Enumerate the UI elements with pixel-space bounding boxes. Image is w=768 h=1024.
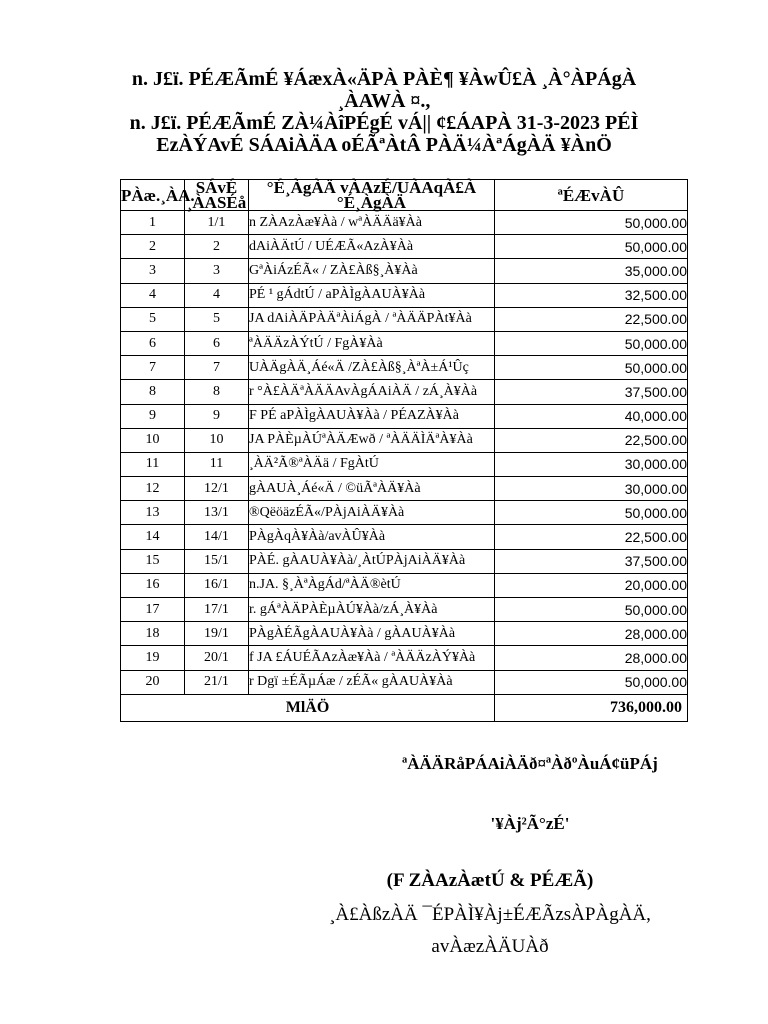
table-row xyxy=(121,670,688,694)
table-row xyxy=(121,307,688,331)
table-footer xyxy=(121,694,688,721)
column-header-serial: PÀæ.¸ÀA. xyxy=(121,180,185,211)
table-row xyxy=(121,356,688,380)
member-name-cell: UÀÄgÀÄ¸Áé«Ä /ZÀ£Àß§¸ÀªÀ±Á¹Ûç xyxy=(249,356,495,380)
member-name-cell: PÀgÀÉÃgÀAUÀ¥Àà / gÀAUÀ¥Àà xyxy=(249,622,495,646)
table-row xyxy=(121,549,688,573)
total-amount: 736,000.00 xyxy=(495,694,688,721)
serial-number-cell: 20 xyxy=(121,670,185,694)
verified-stamp-text: '¥Àj²Ã°zÉ' xyxy=(490,814,570,833)
table-row xyxy=(121,646,688,670)
member-name-cell: gÀAUÀ¸Áé«Ä / ©üÃªÀÄ¥Àà xyxy=(249,477,495,501)
member-name-cell: PÀgÀqÀ¥Àà/avÀÛ¥Àà xyxy=(249,525,495,549)
amount-cell: 50,000.00 xyxy=(495,211,688,235)
serial-number-cell: 2 xyxy=(121,235,185,259)
column-header-name: °É¸ÀgÀÄ vÀAzÉ/UÀAqÀ£À °É¸ÀgÀÄ xyxy=(249,180,495,211)
table-row xyxy=(121,380,688,404)
serial-number-cell: 11 xyxy=(121,452,185,476)
member-name-cell: PÀÉ. gÀAUÀ¥Àà/¸ÀtÚPÀjAiÀÄ¥Àà xyxy=(249,549,495,573)
table-row xyxy=(121,404,688,428)
amount-cell: 28,000.00 xyxy=(495,646,688,670)
account-number-cell: 7 xyxy=(185,356,249,380)
auditor-name: (F ZÀAzÀætÚ & PÉÆÃ) xyxy=(386,870,594,891)
serial-number-cell: 4 xyxy=(121,283,185,307)
account-number-cell: 11 xyxy=(185,452,249,476)
table-row xyxy=(121,259,688,283)
serial-number-cell: 3 xyxy=(121,259,185,283)
account-number-cell: 3 xyxy=(185,259,249,283)
serial-number-cell: 7 xyxy=(121,356,185,380)
account-number-cell: 12/1 xyxy=(185,477,249,501)
serial-number-cell: 14 xyxy=(121,525,185,549)
member-name-cell: r °À£ÀÄªÀÄÄAvÀgÁAiÀÄ / zÁ¸À¥Àà xyxy=(249,380,495,404)
amount-cell: 37,500.00 xyxy=(495,549,688,573)
member-loan-table xyxy=(120,179,688,722)
amount-cell: 35,000.00 xyxy=(495,259,688,283)
account-number-cell: 4 xyxy=(185,283,249,307)
member-name-cell: r Dgï ±ÉÃµÁæ / zÉÃ« gÀAUÀ¥Àà xyxy=(249,670,495,694)
table-row xyxy=(121,283,688,307)
serial-number-cell: 12 xyxy=(121,477,185,501)
member-name-cell: n ZÀAzÀæ¥Àà / wªÀÄÄä¥Àà xyxy=(249,211,495,235)
serial-number-cell: 10 xyxy=(121,428,185,452)
member-name-cell: ªÀÄÄzÀÝtÚ / FgÀ¥Àà xyxy=(249,331,495,355)
amount-cell: 28,000.00 xyxy=(495,622,688,646)
serial-number-cell: 18 xyxy=(121,622,185,646)
table-row xyxy=(121,573,688,597)
member-name-cell: dAiÀÄtÚ / UÉÆÃ«AzÀ¥Àà xyxy=(249,235,495,259)
serial-number-cell: 16 xyxy=(121,573,185,597)
serial-number-cell: 5 xyxy=(121,307,185,331)
table-row xyxy=(121,622,688,646)
table-row xyxy=(121,452,688,476)
amount-cell: 37,500.00 xyxy=(495,380,688,404)
account-number-cell: 17/1 xyxy=(185,598,249,622)
table-row xyxy=(121,525,688,549)
signature-title: ªÀÄÄRåPÁAiÀÄð¤ªÀðºÀuÁ¢üPÁj xyxy=(402,754,658,773)
serial-number-cell: 13 xyxy=(121,501,185,525)
amount-cell: 50,000.00 xyxy=(495,670,688,694)
table-row xyxy=(121,477,688,501)
member-name-cell: r. gÁªÀÄPÀÈµÀÚ¥Àà/zÁ¸À¥Àà xyxy=(249,598,495,622)
amount-cell: 50,000.00 xyxy=(495,356,688,380)
table-row xyxy=(121,501,688,525)
member-name-cell: PÉ ¹ gÁdtÚ / aPÀÌgÀAUÀ¥Àà xyxy=(249,283,495,307)
table-header xyxy=(121,180,688,211)
account-number-cell: 20/1 xyxy=(185,646,249,670)
table-row xyxy=(121,598,688,622)
amount-cell: 50,000.00 xyxy=(495,501,688,525)
table-row xyxy=(121,235,688,259)
account-number-cell: 9 xyxy=(185,404,249,428)
amount-cell: 50,000.00 xyxy=(495,331,688,355)
account-number-cell: 21/1 xyxy=(185,670,249,694)
table-header-row xyxy=(121,180,688,211)
amount-cell: 22,500.00 xyxy=(495,307,688,331)
amount-cell: 50,000.00 xyxy=(495,235,688,259)
report-title-heading: n. J£ï. PÉÆÃmÉ ZÀ¼ÀîPÉgÉ vÁ|| ¢£ÁAPÀ 31-3-2023 PÉÌ EzÀÝAvÉ SÁAiÀÄA oÉÃªÀtÂ PÀÄ¼ÀªÁgÀÄ ¥ÀnÖ xyxy=(129,112,639,156)
serial-number-cell: 9 xyxy=(121,404,185,428)
serial-number-cell: 1 xyxy=(121,211,185,235)
total-label: MlÄÖ xyxy=(121,694,495,721)
amount-cell: 32,500.00 xyxy=(495,283,688,307)
serial-number-cell: 19 xyxy=(121,646,185,670)
account-number-cell: 1/1 xyxy=(185,211,249,235)
account-number-cell: 14/1 xyxy=(185,525,249,549)
amount-cell: 30,000.00 xyxy=(495,452,688,476)
member-name-cell: ®QëöäzÉÃ«/PÀjAiÀÄ¥Àà xyxy=(249,501,495,525)
member-name-cell: n.JA. §¸ÀªÀgÁd/ªÀÄ®ètÚ xyxy=(249,573,495,597)
amount-cell: 22,500.00 xyxy=(495,525,688,549)
member-name-cell: JA dAiÀÄPÀÄªÀiÁgÀ / ªÀÄÄPÀt¥Àà xyxy=(249,307,495,331)
column-header-amount: ªÉÆvÀÛ xyxy=(495,180,688,211)
account-number-cell: 13/1 xyxy=(185,501,249,525)
table-row xyxy=(121,331,688,355)
table-row xyxy=(121,428,688,452)
serial-number-cell: 8 xyxy=(121,380,185,404)
total-row xyxy=(121,694,688,721)
amount-cell: 22,500.00 xyxy=(495,428,688,452)
member-name-cell: ¸ÀÄ²Ã®ªÀÄä / FgÀtÚ xyxy=(249,452,495,476)
account-number-cell: 19/1 xyxy=(185,622,249,646)
account-number-cell: 16/1 xyxy=(185,573,249,597)
serial-number-cell: 17 xyxy=(121,598,185,622)
auditor-location: avÀæzÀÄUÀð xyxy=(431,936,549,957)
amount-cell: 40,000.00 xyxy=(495,404,688,428)
amount-cell: 30,000.00 xyxy=(495,477,688,501)
table-row xyxy=(121,211,688,235)
serial-number-cell: 6 xyxy=(121,331,185,355)
account-number-cell: 10 xyxy=(185,428,249,452)
amount-cell: 20,000.00 xyxy=(495,573,688,597)
account-number-cell: 6 xyxy=(185,331,249,355)
member-name-cell: F PÉ aPÀÌgÀAUÀ¥Àà / PÉAZÀ¥Àà xyxy=(249,404,495,428)
table-body xyxy=(121,211,688,695)
column-header-account-number: SÁvÉ ¸ÀASÉå xyxy=(185,180,249,211)
society-name-heading: n. J£ï. PÉÆÃmÉ ¥ÁæxÀ«ÄPÀ PÀÈ¶ ¥ÀwÛ£À ¸À°ÀPÁgÀ ¸ÀAWÀ ¤., xyxy=(131,68,637,112)
amount-cell: 50,000.00 xyxy=(495,598,688,622)
account-number-cell: 8 xyxy=(185,380,249,404)
serial-number-cell: 15 xyxy=(121,549,185,573)
member-name-cell: f JA £ÁUÉÃAzÀæ¥Àà / ªÀÄÄzÀÝ¥Àà xyxy=(249,646,495,670)
auditor-designation: ¸À£ÀßzÀÄ ¯ÉPÀÌ¥Àj±ÉÆÃzsÀPÀgÀÄ, xyxy=(329,904,651,925)
account-number-cell: 5 xyxy=(185,307,249,331)
member-name-cell: JA PÀÈµÀÚªÀÄÆwð / ªÀÄÄÌÄªÀ¥Àà xyxy=(249,428,495,452)
account-number-cell: 2 xyxy=(185,235,249,259)
account-number-cell: 15/1 xyxy=(185,549,249,573)
member-name-cell: GªÀiÁzÉÃ« / ZÀ£Àß§¸À¥Àà xyxy=(249,259,495,283)
